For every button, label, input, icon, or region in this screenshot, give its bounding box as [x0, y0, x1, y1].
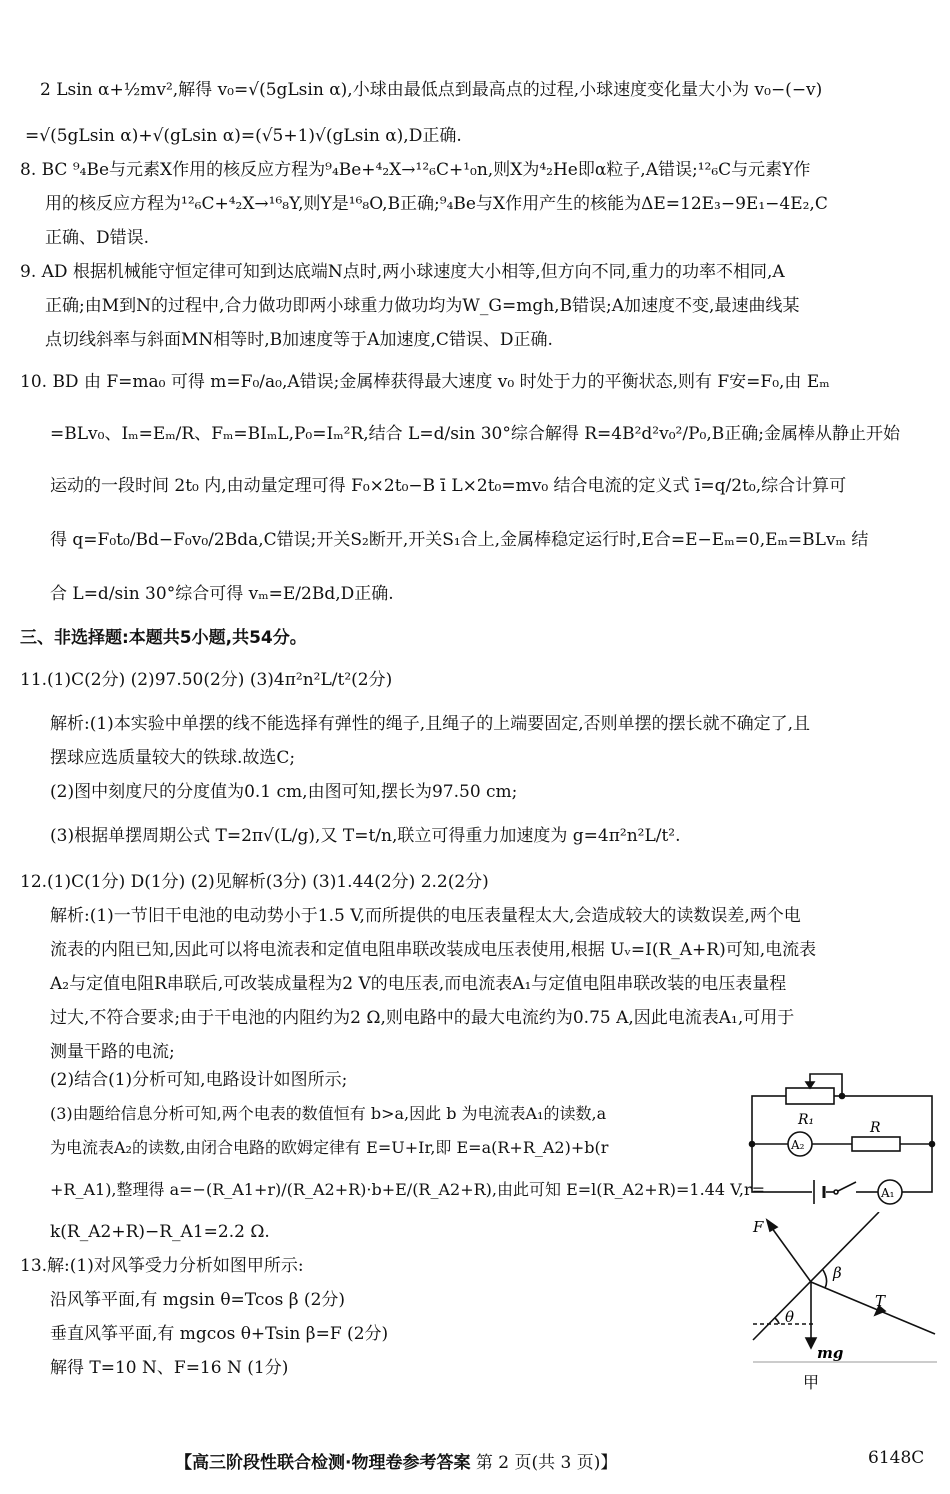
text-line: 正确;由M到N的过程中,合力做功即两小球重力做功均为W_G=mgh,B错误;A加速度不变,最速曲线某 [45, 296, 800, 316]
circuit-diagram [740, 1060, 940, 1210]
text-line: =BLv₀、Iₘ=Eₘ/R、Fₘ=BIₘL,P₀=Iₘ²R,结合 L=d/sin 30°综合解得 R=4B²d²v₀²/P₀,B正确;金属棒从静止开始 [50, 424, 900, 444]
force-t-arrow [811, 1282, 935, 1334]
force-diagram [745, 1212, 945, 1397]
text-line: 12.(1)C(1分) D(1分) (2)见解析(3分) (3)1.44(2分) 2.2(2分) [20, 872, 489, 892]
label-r: R [870, 1120, 881, 1136]
text-line: 为电流表A₂的读数,由闭合电路的欧姆定律有 E=U+Ir,即 E=a(R+R_A2)+b(r [50, 1138, 609, 1157]
text-line: 运动的一段时间 2t₀ 内,由动量定理可得 F₀×2t₀−B ī L×2t₀=mv₀ 结合电流的定义式 ī=q/2t₀,综合计算可 [50, 476, 847, 496]
text-line: (3)由题给信息分析可知,两个电表的数值恒有 b>a,因此 b 为电流表A₁的读数,a [50, 1104, 607, 1123]
text-line: 正确、D错误. [45, 228, 150, 248]
text-line: 9. AD 根据机械能守恒定律可知到达底端N点时,两小球速度大小相等,但方向不同,重力的功率不相同,A [20, 262, 785, 282]
text-line: 解析:(1)本实验中单摆的线不能选择有弹性的绳子,且绳子的上端要固定,否则单摆的摆长就不确定了,且 [50, 714, 811, 734]
text-line: =√(5gLsin α)+√(gLsin α)=(√5+1)√(gLsin α),D正确. [25, 126, 462, 146]
text-line: 解析:(1)一节旧干电池的电动势小于1.5 V,而所提供的电压表量程太大,会造成较大的读数误差,两个电 [50, 906, 801, 926]
label-mg: mg [817, 1344, 844, 1362]
force-mg-arrowhead [806, 1338, 816, 1348]
text-line: 11.(1)C(2分) (2)97.50(2分) (3)4π²n²L/t²(2分) [20, 670, 393, 690]
paper-code: 6148C [868, 1448, 925, 1468]
text-line: k(R_A2+R)−R_A1=2.2 Ω. [50, 1222, 270, 1242]
text-line: (2)图中刻度尺的分度值为0.1 cm,由图可知,摆长为97.50 cm; [50, 782, 518, 802]
angle-beta-arc [823, 1270, 827, 1288]
footer-title: 【高三阶段性联合检测·物理卷参考答案 [175, 1453, 471, 1473]
label-beta: β [833, 1264, 842, 1282]
junction-dot-left [750, 1142, 755, 1147]
angle-theta-arc [775, 1318, 779, 1324]
figure-caption: 甲 [803, 1373, 820, 1392]
force-f-arrowhead [767, 1220, 777, 1231]
page-footer [175, 1448, 617, 1473]
text-line: 10. BD 由 F=ma₀ 可得 m=F₀/a₀,A错误;金属棒获得最大速度 v₀ 时处于力的平衡状态,则有 F安=F₀,由 Eₘ [20, 372, 830, 392]
label-theta: θ [785, 1308, 795, 1326]
text-line: 13.解:(1)对风筝受力分析如图甲所示: [20, 1256, 304, 1276]
text-line: 过大,不符合要求;由于干电池的内阻约为2 Ω,则电路中的最大电流约为0.75 A,因此电流表A₁,可用于 [50, 1008, 795, 1028]
label-t: T [875, 1292, 886, 1310]
text-line: 8. BC ⁹₄Be与元素X作用的核反应方程为⁹₄Be+⁴₂X→¹²₆C+¹₀n,则X为⁴₂He即α粒子,A错误;¹²₆C与元素Y作 [20, 160, 811, 180]
force-f-arrow [769, 1224, 811, 1282]
resistor-r-symbol [852, 1137, 900, 1151]
text-line: (2)结合(1)分析可知,电路设计如图所示; [50, 1070, 348, 1090]
text-line: 流表的内阻已知,因此可以将电流表和定值电阻串联改装成电压表使用,根据 Uᵥ=I(R_A+R)可知,电流表 [50, 940, 817, 960]
text-line: 垂直风筝平面,有 mgcos θ+Tsin β=F (2分) [50, 1324, 389, 1344]
footer-page-number: 第 2 页(共 3 页)】 [475, 1453, 618, 1473]
label-a2: A₂ [791, 1138, 805, 1152]
section-heading: 三、非选择题:本题共5小题,共54分。 [20, 628, 307, 648]
text-line: 合 L=d/sin 30°综合可得 vₘ=E/2Bd,D正确. [50, 584, 394, 604]
text-line: 摆球应选质量较大的铁球.故选C; [50, 748, 296, 768]
text-line: 得 q=F₀t₀/Bd−F₀v₀/2Bda,C错误;开关S₂断开,开关S₁合上,金属棒稳定运行时,E合=E−Eₘ=0,Eₘ=BLvₘ 结 [50, 530, 869, 550]
text-line: 用的核反应方程为¹²₆C+⁴₂X→¹⁶₈Y,则Y是¹⁶₈O,B正确;⁹₄Be与X作用产生的核能为ΔE=12E₃−9E₁−4E₂,C [45, 194, 828, 214]
label-a1: A₁ [881, 1186, 895, 1200]
text-line: 沿风筝平面,有 mgsin θ=Tcos β (2分) [50, 1290, 346, 1310]
rheostat-body [786, 1088, 834, 1104]
text-line: A₂与定值电阻R串联后,可改装成量程为2 V的电压表,而电流表A₁与定值电阻串联改装的电压表量程 [50, 974, 787, 994]
text-line: 2 Lsin α+½mv²,解得 v₀=√(5gLsin α),小球由最低点到最高点的过程,小球速度变化量大小为 v₀−(−v) [40, 80, 823, 100]
text-line: +R_A1),整理得 a=−(R_A1+r)/(R_A2+R)·b+E/(R_A2+R),由此可知 E=l(R_A2+R)=1.44 V,r= [50, 1180, 766, 1199]
junction-dot-right [930, 1142, 935, 1147]
text-line: 点切线斜率与斜面MN相等时,B加速度等于A加速度,C错误、D正确. [45, 330, 553, 350]
text-line: 解得 T=10 N、F=16 N (1分) [50, 1358, 289, 1378]
switch-lever [838, 1182, 856, 1191]
label-r1: R₁ [798, 1112, 815, 1128]
rheostat-arrow [806, 1082, 814, 1088]
junction-dot-top [840, 1094, 845, 1099]
text-line: 测量干路的电流; [50, 1042, 175, 1062]
kite-plane-line [753, 1212, 879, 1340]
switch-contact [834, 1190, 838, 1194]
text-line: (3)根据单摆周期公式 T=2π√(L/g),又 T=t/n,联立可得重力加速度为 g=4π²n²L/t². [50, 826, 681, 846]
label-f: F [753, 1218, 764, 1236]
